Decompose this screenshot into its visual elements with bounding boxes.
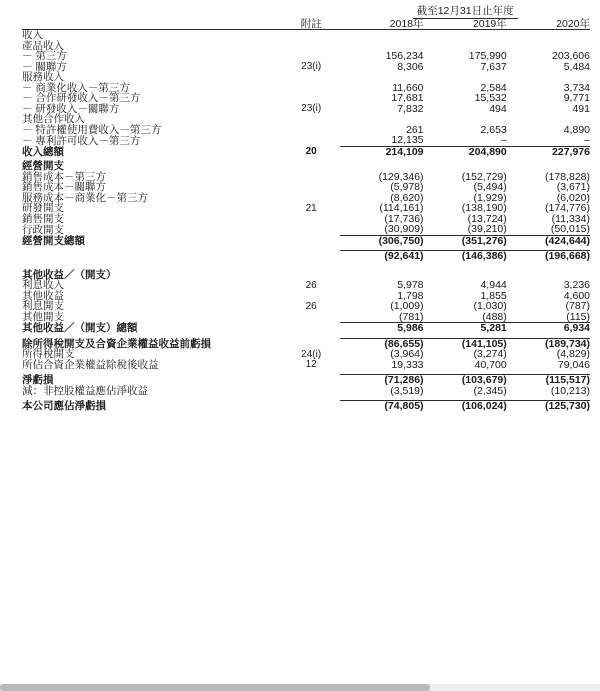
row-label: 所得稅開支 [22, 348, 75, 360]
table-row [22, 30, 590, 41]
row-label: 行政開支 [22, 223, 64, 236]
row-note-reference [282, 83, 340, 94]
row-value-2018: 12,135 [391, 134, 424, 146]
row-label: 其他開支 [22, 311, 64, 323]
row-value-2019 [424, 30, 507, 41]
row-value-2018: (92,641) [340, 251, 423, 262]
table-row [22, 146, 590, 157]
row-value-2019 [424, 72, 507, 83]
row-value-2020: – [584, 134, 590, 146]
row-label: 產品收入 [22, 39, 64, 52]
row-note-reference [282, 224, 340, 235]
row-value-2020: (115,517) [507, 375, 590, 386]
row-value-2018: (8,620) [390, 191, 424, 204]
row-label: － 專利許可收入－第三方 [22, 134, 141, 147]
row-value-2018: 19,333 [391, 358, 424, 371]
row-value-2020: (6,020) [556, 191, 590, 204]
row-value-2020: 79,046 [557, 358, 590, 371]
row-value-2018 [340, 30, 423, 41]
table-row [22, 360, 590, 371]
row-value-2019: 494 [489, 102, 507, 115]
row-value-2019: (13,724) [467, 212, 507, 225]
row-value-2018: 1,798 [397, 289, 424, 302]
row-value-2018: (3,519) [390, 384, 424, 397]
row-label: － 第三方 [22, 50, 67, 62]
row-value-2020: (174,776) [545, 202, 590, 214]
row-note-reference: 12 [305, 359, 317, 370]
table-row [22, 386, 590, 397]
row-value-2019: 5,281 [424, 323, 507, 334]
row-value-2020: 9,771 [563, 92, 590, 104]
row-value-2019 [424, 161, 507, 172]
row-label: 所佔合資企業權益除稅後收益 [22, 358, 159, 371]
table-row [22, 323, 590, 334]
row-value-2019: (351,276) [424, 235, 507, 246]
row-label: 減：非控股權益應佔淨收益 [22, 384, 148, 397]
row-value-2018: 261 [406, 123, 424, 136]
row-note-reference [282, 182, 340, 193]
row-label: 服務成本－商業化－第三方 [22, 191, 148, 204]
row-value-2018 [340, 114, 423, 125]
row-value-2019: (1,030) [473, 300, 507, 312]
row-value-2018: 11,660 [392, 81, 424, 94]
table-row [22, 401, 590, 412]
row-value-2020 [507, 161, 590, 172]
row-note-reference [282, 51, 340, 62]
row-note-reference [282, 270, 340, 281]
table-row [22, 104, 590, 115]
row-label: － 合作研發收入－第三方 [22, 92, 141, 104]
row-value-2019: (106,024) [424, 401, 507, 412]
table-header [22, 6, 590, 30]
row-value-2018: (5,978) [390, 181, 424, 193]
row-value-2019: 2,653 [480, 123, 507, 136]
row-note-reference [282, 291, 340, 302]
row-value-2018: (781) [399, 310, 424, 323]
row-label [22, 251, 282, 262]
row-value-2019: (39,210) [467, 223, 507, 235]
row-label: 銷售開支 [22, 212, 64, 225]
row-note-reference: 26 [305, 279, 317, 291]
row-label: 服務收入 [22, 71, 64, 83]
table-row [22, 251, 590, 262]
period-header: 截至12月31日止年度 [340, 6, 590, 19]
row-label: － 特許權使用費收入－第三方 [22, 123, 162, 136]
row-value-2018: 5,986 [340, 323, 423, 334]
scrollbar-thumb[interactable] [0, 684, 430, 691]
row-label: 銷售成本－關聯方 [22, 181, 106, 193]
row-value-2020: (196,668) [507, 251, 590, 262]
table-row [22, 135, 590, 146]
row-note-reference [282, 375, 340, 386]
row-label: 收入總額 [22, 145, 64, 158]
row-value-2020: (125,730) [507, 401, 590, 412]
row-value-2019: (146,386) [424, 251, 507, 262]
row-label: 本公司應佔淨虧損 [22, 400, 106, 412]
row-value-2019: 15,532 [474, 92, 507, 104]
row-value-2020: (10,213) [550, 384, 590, 397]
row-value-2018: 214,109 [340, 146, 423, 157]
row-value-2019: (141,105) [424, 338, 507, 349]
row-value-2019: (5,494) [473, 181, 507, 193]
row-value-2018: (30,909) [384, 223, 424, 235]
table-row [22, 224, 590, 235]
row-value-2020: (424,644) [507, 235, 590, 246]
table-row [22, 182, 590, 193]
row-value-2019: (103,679) [424, 375, 507, 386]
horizontal-scrollbar[interactable] [0, 684, 600, 691]
row-note-reference [282, 214, 340, 225]
table-row [22, 235, 590, 246]
row-value-2018: 5,978 [397, 279, 424, 291]
row-value-2018 [340, 72, 423, 83]
row-label: 經營開支總額 [22, 234, 85, 247]
row-value-2020: (178,828) [545, 170, 590, 183]
row-label: 其他收益／（開支）總額 [22, 322, 138, 334]
table-row [22, 349, 590, 360]
table-row [22, 280, 590, 291]
row-label: 研發開支 [22, 202, 64, 214]
table-row [22, 312, 590, 323]
row-note-reference [282, 172, 340, 183]
row-note-reference [282, 251, 340, 262]
row-label: 收入 [22, 29, 43, 41]
row-note-reference [282, 235, 340, 246]
year-header-2019: 2019年 [472, 17, 507, 30]
row-note-reference [282, 114, 340, 125]
row-note-reference [282, 41, 340, 52]
row-value-2018: 7,832 [397, 102, 424, 115]
row-label: 經營開支 [22, 160, 64, 172]
row-note-reference: 24(i) [301, 348, 322, 360]
year-header-2020: 2020年 [556, 17, 590, 30]
row-value-2020: (50,015) [550, 223, 590, 235]
row-value-2020: (3,671) [556, 181, 590, 193]
row-value-2020: (189,734) [507, 338, 590, 349]
row-label: 其他收益 [22, 289, 64, 302]
row-value-2020: (11,334) [551, 212, 590, 225]
row-value-2020: 4,600 [563, 289, 590, 302]
row-value-2019: 40,700 [474, 358, 507, 371]
row-note-reference [282, 312, 340, 323]
row-value-2018: (3,964) [390, 348, 424, 360]
row-note-reference [282, 125, 340, 136]
row-value-2020 [507, 114, 590, 125]
row-label: 利息開支 [22, 300, 64, 312]
row-value-2019: (2,345) [473, 384, 507, 397]
row-value-2018: (17,736) [384, 212, 424, 225]
row-value-2020: 203,606 [552, 50, 590, 62]
table-row [22, 72, 590, 83]
table-row [22, 93, 590, 104]
row-note-reference: 20 [305, 146, 317, 157]
income-statement-table [22, 6, 590, 412]
table-body [22, 30, 590, 412]
row-value-2020 [507, 72, 590, 83]
row-value-2019: (3,274) [473, 348, 507, 360]
row-value-2019: (138,190) [461, 202, 507, 214]
table-row [22, 114, 590, 125]
row-value-2019: 175,990 [468, 50, 507, 62]
row-value-2018: (86,655) [340, 338, 423, 349]
row-note-reference [282, 386, 340, 397]
table-row [22, 203, 590, 214]
table-row [22, 375, 590, 386]
row-value-2020: 4,890 [563, 123, 590, 136]
row-value-2019: (1,929) [473, 191, 507, 204]
year-header-2018: 2018年 [389, 17, 424, 30]
row-value-2019: – [500, 134, 507, 146]
row-value-2018: 17,681 [391, 92, 424, 104]
table-row [22, 62, 590, 73]
row-note-reference [282, 30, 340, 41]
row-note-reference [282, 323, 340, 334]
row-note-reference [282, 135, 340, 146]
row-value-2018: (306,750) [340, 235, 423, 246]
row-note-reference [282, 338, 340, 349]
row-value-2018: 156,234 [385, 50, 424, 62]
row-note-reference: 21 [305, 202, 317, 214]
row-value-2018: (74,805) [340, 401, 423, 412]
row-label: 利息收入 [22, 279, 64, 291]
row-value-2018: (114,161) [379, 202, 424, 214]
table-row [22, 161, 590, 172]
row-note-reference [282, 72, 340, 83]
row-label: － 商業化收入－第三方 [22, 81, 130, 94]
row-note-reference [282, 161, 340, 172]
row-label: 淨虧損 [22, 374, 54, 386]
row-note-reference: 23(i) [301, 103, 322, 114]
row-value-2018: (71,286) [340, 375, 423, 386]
table-row [22, 51, 590, 62]
row-value-2019: 7,637 [480, 60, 507, 73]
row-value-2019: (488) [482, 310, 507, 323]
row-label: 其他合作收入 [22, 113, 85, 125]
row-value-2020: 491 [572, 102, 590, 115]
row-value-2019: 204,890 [424, 146, 507, 157]
row-note-reference: 26 [305, 300, 317, 312]
row-value-2019: 1,855 [480, 289, 507, 302]
row-note-reference [282, 93, 340, 104]
row-value-2019 [424, 114, 507, 125]
row-value-2020: 6,934 [507, 323, 590, 334]
row-note-reference: 23(i) [301, 61, 322, 72]
row-value-2020: (4,829) [556, 348, 590, 360]
row-value-2019: 2,584 [480, 81, 507, 94]
row-value-2020 [507, 30, 590, 41]
row-value-2018: (129,346) [378, 170, 424, 183]
row-value-2020: 3,734 [563, 81, 590, 94]
note-column-header: 附註 [300, 17, 322, 30]
table-row [22, 301, 590, 312]
row-label: 銷售成本－第三方 [22, 170, 106, 183]
row-value-2020: 227,976 [507, 146, 590, 157]
row-value-2018: 8,306 [397, 60, 424, 73]
row-value-2018: (1,009) [390, 300, 424, 312]
row-note-reference [282, 193, 340, 204]
row-value-2020: (115) [566, 310, 590, 323]
row-value-2019: 4,944 [480, 279, 507, 291]
row-label: 其他收益／（開支） [22, 268, 117, 281]
row-value-2019: (152,729) [461, 170, 507, 183]
row-label: 除所得稅開支及合資企業權益收益前虧損 [22, 337, 211, 350]
row-value-2020: 5,484 [563, 60, 590, 73]
row-note-reference [282, 401, 340, 412]
row-value-2020: (787) [565, 300, 590, 312]
row-label: － 關聯方 [22, 60, 67, 73]
row-value-2018 [340, 161, 423, 172]
row-value-2020: 3,236 [563, 279, 590, 291]
row-label: － 研發收入－關聯方 [22, 102, 120, 115]
